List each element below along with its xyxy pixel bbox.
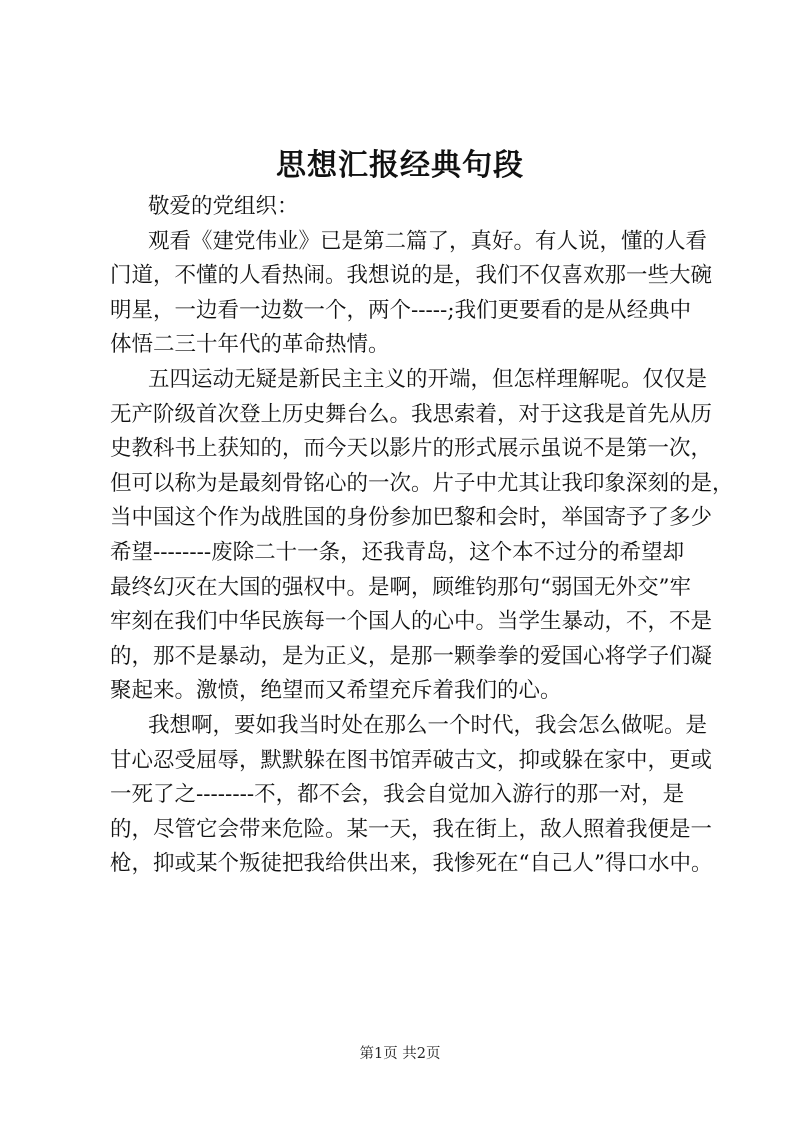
paragraph-2-line-3: 史教科书上获知的，而今天以影片的形式展示虽说不是第一次， <box>110 436 713 462</box>
paragraph-2-line-8: 牢刻在我们中华民族每一个国人的心中。当学生暴动，不，不是 <box>110 609 713 635</box>
paragraph-1-line-4: 体悟二三十年代的革命热情。 <box>110 332 390 358</box>
salutation-line: 敬爱的党组织： <box>148 194 299 219</box>
paragraph-2-line-7: 最终幻灭在大国的强权中。是啊，顾维钧那句“弱国无外交”牢 <box>110 574 691 600</box>
paragraph-2-line-6: 希望--------废除二十一条，还我青岛，这个本不过分的希望却 <box>110 539 685 565</box>
page-number-footer: 第1页 共2页 <box>359 1046 441 1062</box>
paragraph-2-line-2: 无产阶级首次登上历史舞台么。我思索着，对于这我是首先从历 <box>110 401 713 427</box>
paragraph-2-line-9: 的，那不是暴动，是为正义，是那一颗拳拳的爱国心将学子们凝 <box>110 643 713 669</box>
paragraph-3-line-2: 甘心忍受屈辱，默默躲在图书馆弄破古文，抑或躲在家中，更或 <box>110 747 713 773</box>
paragraph-2-line-10: 聚起来。激愤，绝望而又希望充斥着我们的心。 <box>110 678 562 704</box>
paragraph-1-line-2: 门道，不懂的人看热闹。我想说的是，我们不仅喜欢那一些大碗 <box>110 263 713 289</box>
paragraph-1-line-3: 明星，一边看一边数一个，两个-----;我们更要看的是从经典中 <box>110 297 692 323</box>
document-title: 思想汇报经典句段 <box>276 148 524 183</box>
paragraph-3-line-1: 我想啊，要如我当时处在那么一个时代，我会怎么做呢。是 <box>148 712 708 738</box>
paragraph-2-line-1: 五四运动无疑是新民主主义的开端，但怎样理解呢。仅仅是 <box>148 366 708 392</box>
paragraph-2-line-5: 当中国这个作为战胜国的身份参加巴黎和会时，举国寄予了多少 <box>110 505 713 531</box>
paragraph-2-line-4: 但可以称为是最刻骨铭心的一次。片子中尤其让我印象深刻的是， <box>110 470 734 496</box>
document-body <box>110 190 734 882</box>
paragraph-3-line-4: 的，尽管它会带来危险。某一天，我在街上，敌人照着我便是一 <box>110 816 713 842</box>
paragraph-3-line-5: 枪，抑或某个叛徒把我给供出来，我惨死在“自己人”得口水中。 <box>110 851 713 877</box>
paragraph-3-line-3: 一死了之--------不，都不会，我会自觉加入游行的那一对，是 <box>110 782 685 808</box>
paragraph-1-line-1: 观看《建党伟业》已是第二篇了，真好。有人说，懂的人看 <box>148 228 708 254</box>
